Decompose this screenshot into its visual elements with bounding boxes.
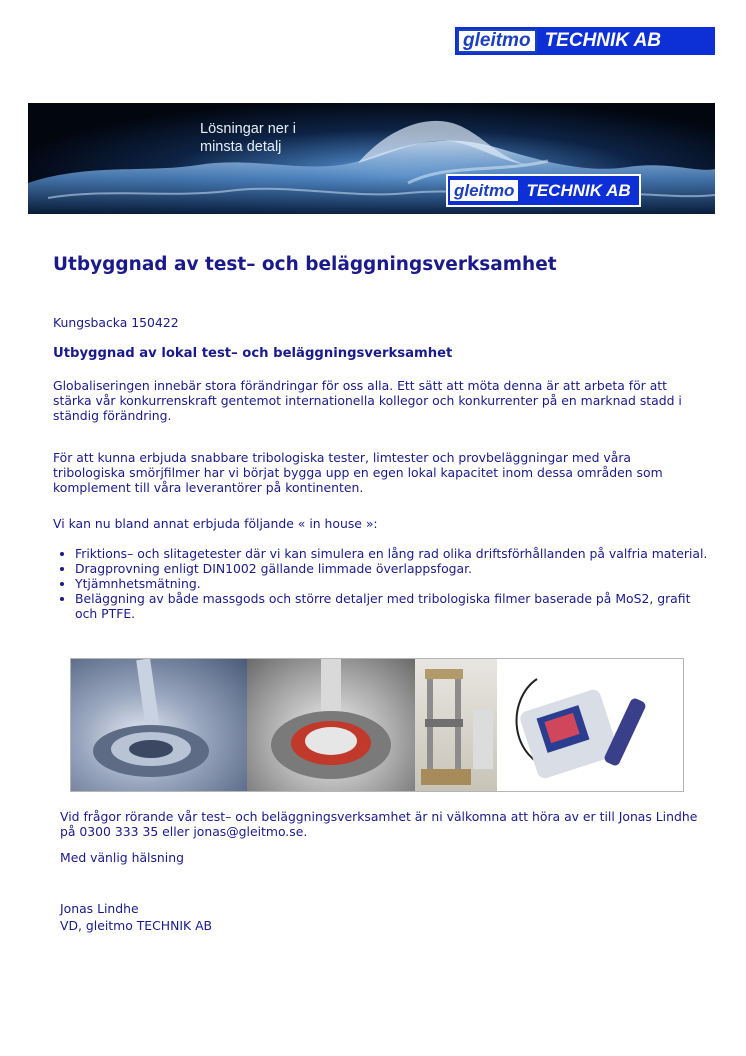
banner-logo-gleitmo-text: gleitmo <box>450 180 518 201</box>
roughness-meter-photo <box>497 659 683 791</box>
banner-tagline <box>200 120 370 156</box>
list-item: • Ytjämnhetsmätning. <box>75 576 715 591</box>
list-item: • Friktions– och slitagetester där vi kan simulera en lång rad olika driftsförhållanden på valfria material. <box>75 546 715 561</box>
contact-paragraph: Vid frågor rörande vår test– och beläggningsverksamhet är ni välkomna att höra av er till Jonas Lindhe på 0300 333 35 eller jonas@gleitmo.se. <box>60 809 698 839</box>
closing-greeting: Med vänlig hälsning <box>60 850 184 865</box>
list-item: • Beläggning av både massgods och större detaljer med tribologiska filmer baserade på MoS2, grafit och PTFE. <box>75 591 715 621</box>
friction-tester-photo <box>71 659 247 791</box>
paragraph-2: För att kunna erbjuda snabbare tribologiska tester, limtester och provbeläggningar med våra tribologiska smörjfilmer har vi börjat bygga upp en egen lokal kapacitet inom dessa områden som komplement till våra leverantörer på kontinenten. <box>53 450 663 495</box>
equipment-photo-strip <box>70 658 684 792</box>
banner-tagline-line1: Lösningar ner i <box>200 121 296 137</box>
banner-tagline-line2: minsta detalj <box>200 139 282 155</box>
page-title: Utbyggnad av test– och beläggningsverksamhet <box>53 254 557 275</box>
signer-title: VD, gleitmo TECHNIK AB <box>60 918 213 933</box>
article-subtitle: Utbyggnad av lokal test– och beläggningsverksamhet <box>53 346 453 361</box>
dateline: Kungsbacka 150422 <box>53 315 179 330</box>
tensile-tester-photo <box>415 659 497 791</box>
signer-name: Jonas Lindhe <box>60 901 139 916</box>
paragraph-1: Globaliseringen innebär stora förändringar för oss alla. Ett sätt att möta denna är att arbeta för att stärka vår konkurrenskraft gentemot internationella kollegor och konkurrenter på en marknad stadd i ständig förändring. <box>53 378 682 423</box>
company-logo <box>455 27 715 55</box>
test-chamber-photo <box>247 659 415 791</box>
list-item: • Dragprovning enligt DIN1002 gällande limmade överlappsfogar. <box>75 561 715 576</box>
paragraph-3: Vi kan nu bland annat erbjuda följande « in house »: <box>53 516 378 531</box>
logo-gleitmo-text: gleitmo <box>457 29 537 53</box>
logo-technik-text: TECHNIK AB <box>537 29 669 53</box>
banner-logo-technik-text: TECHNIK AB <box>518 179 638 203</box>
service-list <box>53 546 715 621</box>
header-banner <box>28 103 715 214</box>
banner-logo <box>446 174 641 207</box>
